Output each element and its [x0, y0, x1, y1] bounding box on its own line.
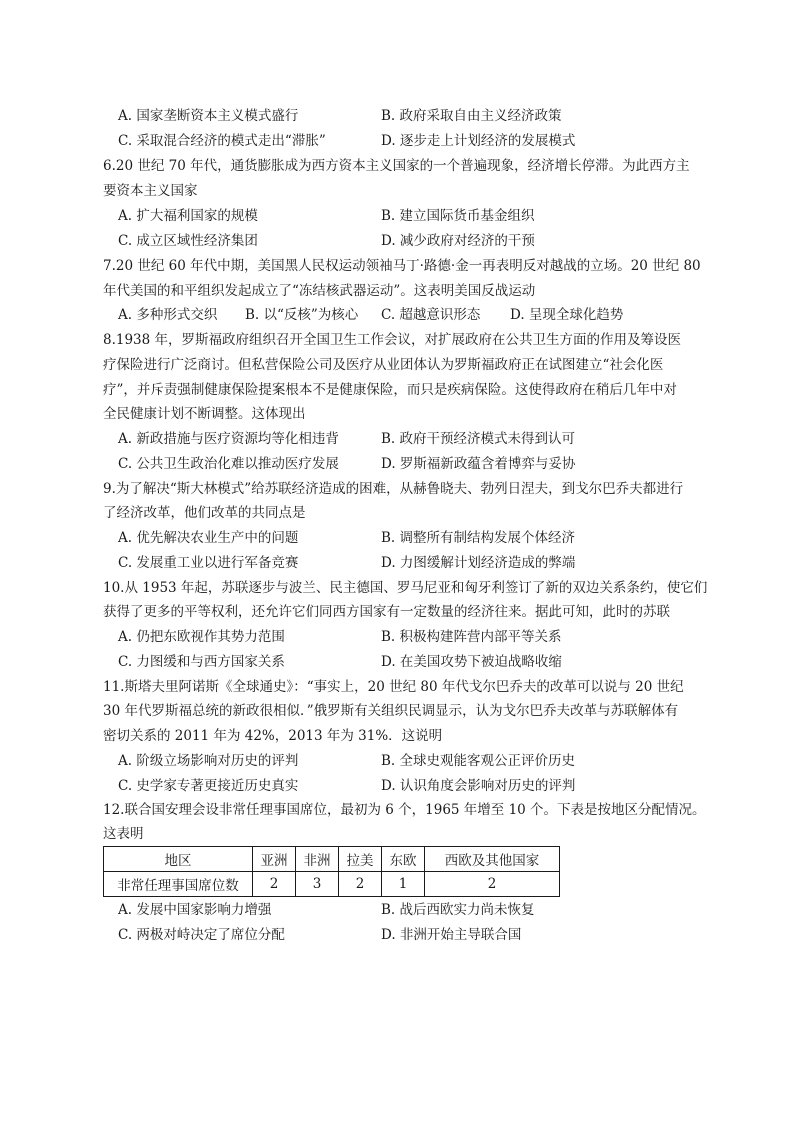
table-cell: 1	[382, 872, 425, 897]
q7-stem-line1: 7.20 世纪 60 年代中期，美国黑人民权运动领袖马丁·路德·金一再表明反对越战的立场。20 世纪 80	[103, 258, 701, 274]
q12-stem-line1: 12.联合国安理会设非常任理事国席位，最初为 6 个，1965 年增至 10 个。下表是按地区分配情况。	[103, 802, 706, 818]
q8-option-c: C. 公共卫生政治化难以推动医疗发展	[118, 456, 339, 472]
q7-option-b: B. 以“反核”为核心	[245, 307, 359, 323]
table-cell: 3	[296, 872, 339, 897]
q11-stem-line3: 密切关系的 2011 年为 42%，2013 年为 31%．这说明	[103, 728, 443, 744]
q9-option-d: D. 力图缓解计划经济造成的弊端	[381, 555, 576, 571]
q9-option-b: B. 调整所有制结构发展个体经济	[381, 530, 576, 546]
q11-option-c: C. 史学家专著更接近历史真实	[118, 778, 299, 794]
q11-stem-line1: 11.斯塔夫里阿诺斯《全球通史》：“事实上，20 世纪 80 年代戈尔巴乔夫的改革可以说与 20 世纪	[103, 679, 684, 695]
table-cell: 2	[425, 872, 560, 897]
q7-option-d: D. 呈现全球化趋势	[510, 307, 624, 323]
q11-option-a: A. 阶级立场影响对历史的评判	[118, 753, 299, 769]
q8-option-a: A. 新政措施与医疗资源均等化相违背	[118, 431, 339, 447]
table-cell: 地区	[104, 847, 253, 872]
q9-stem-line1: 9.为了解决“斯大林模式”给苏联经济造成的困难，从赫鲁晓夫、勃列日涅夫，到戈尔巴乔夫都进行	[103, 481, 684, 497]
q10-option-c: C. 力图缓和与西方国家关系	[118, 654, 285, 670]
q8-stem-line4: 全民健康计划不断调整。这体现出	[103, 406, 306, 422]
q10-option-a: A. 仍把东欧视作其势力范围	[118, 629, 285, 645]
q5-option-d: D. 逐步走上计划经济的发展模式	[381, 133, 576, 149]
q8-stem-line2: 疗保险进行广泛商讨。但私营保险公司及医疗从业团体认为罗斯福政府正在试图建立“社会化医	[103, 357, 664, 373]
q6-option-c: C. 成立区域性经济集团	[118, 233, 258, 249]
q11-stem-line2: 30 年代罗斯福总统的新政很相似．”俄罗斯有关组织民调显示，认为戈尔巴乔夫改革与苏联解体有	[103, 703, 679, 719]
q10-option-d: D. 在美国攻势下被迫战略收缩	[381, 654, 562, 670]
q5-option-c: C. 采取混合经济的模式走出“滞胀”	[118, 133, 326, 149]
table-cell: 非洲	[296, 847, 339, 872]
q7-stem-line2: 年代美国的和平组织发起成立了“冻结核武器运动”。这表明美国反战运动	[103, 283, 536, 299]
table-cell: 2	[253, 872, 296, 897]
q8-stem-line3: 疗”，并斥责强制健康保险提案根本不是健康保险，而只是疾病保险。这使得政府在稍后几年中对	[103, 382, 677, 398]
table-row	[104, 872, 560, 897]
table-cell: 非常任理事国席位数	[104, 872, 253, 897]
q5-option-a: A. 国家垄断资本主义模式盛行	[118, 108, 299, 124]
q12-option-a: A. 发展中国家影响力增强	[118, 902, 272, 918]
q9-option-c: C. 发展重工业以进行军备竞赛	[118, 555, 299, 571]
q9-option-a: A. 优先解决农业生产中的问题	[118, 530, 299, 546]
q12-stem-line2: 这表明	[103, 826, 144, 842]
table-cell: 亚洲	[253, 847, 296, 872]
table-cell: 西欧及其他国家	[425, 847, 560, 872]
q11-option-b: B. 全球史观能客观公正评价历史	[381, 753, 576, 769]
q8-stem-line1: 8.1938 年，罗斯福政府组织召开全国卫生工作会议，对扩展政府在公共卫生方面的作用及筹设医	[103, 332, 682, 348]
q5-option-b: B. 政府采取自由主义经济政策	[381, 108, 562, 124]
q12-option-c: C. 两极对峙决定了席位分配	[118, 927, 285, 943]
q12-option-d: D. 非洲开始主导联合国	[381, 927, 522, 943]
q8-option-b: B. 政府干预经济模式未得到认可	[381, 431, 576, 447]
q6-option-b: B. 建立国际货币基金组织	[381, 208, 535, 224]
q11-option-d: D. 认识角度会影响对历史的评判	[381, 778, 576, 794]
q6-option-a: A. 扩大福利国家的规模	[118, 208, 258, 224]
table-header-row	[104, 847, 560, 872]
seat-allocation-table	[103, 846, 560, 897]
q10-stem-line1: 10.从 1953 年起，苏联逐步与波兰、民主德国、罗马尼亚和匈牙利签订了新的双边关系条约，使它们	[103, 580, 708, 596]
q6-stem-line1: 6.20 世纪 70 年代，通货膨胀成为西方资本主义国家的一个普遍现象，经济增长停滞。为此西方主	[103, 158, 690, 174]
q10-stem-line2: 获得了更多的平等权利，还允许它们同西方国家有一定数量的经济往来。据此可知，此时的苏联	[103, 604, 670, 620]
q8-option-d: D. 罗斯福新政蕴含着博弈与妥协	[381, 456, 576, 472]
table-cell: 东欧	[382, 847, 425, 872]
q10-option-b: B. 积极构建阵营内部平等关系	[381, 629, 562, 645]
table-cell: 拉美	[339, 847, 382, 872]
q9-stem-line2: 了经济改革，他们改革的共同点是	[103, 505, 306, 521]
q6-option-d: D. 减少政府对经济的干预	[381, 233, 535, 249]
q6-stem-line2: 要资本主义国家	[103, 183, 198, 199]
q7-option-a: A. 多种形式交织	[118, 307, 218, 323]
q7-option-c: C. 超越意识形态	[381, 307, 481, 323]
q12-option-b: B. 战后西欧实力尚未恢复	[381, 902, 535, 918]
table-cell: 2	[339, 872, 382, 897]
